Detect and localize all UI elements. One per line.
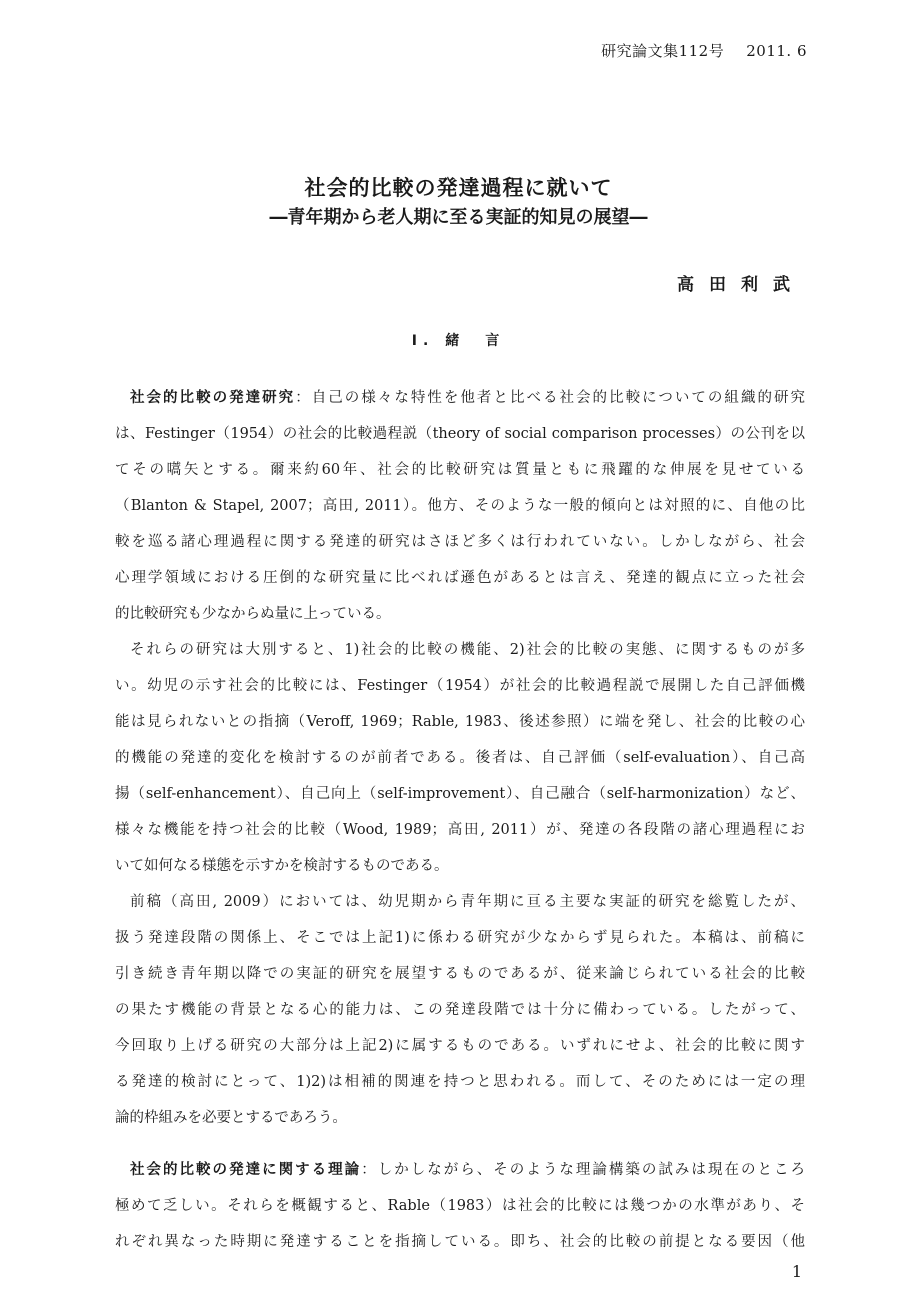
paragraph-line: 的機能の発達的変化を検討するのが前者である。後者は、自己評価（self-evaluation）、自己高: [115, 750, 805, 766]
paragraph-line: 揚（self-enhancement）、自己向上（self-improvement）、自己融合（self-harmonization）など、: [115, 786, 805, 802]
paragraph-line: 今回取り上げる研究の大部分は上記2)に属するものである。いずれにせよ、社会的比較に関す: [115, 1038, 805, 1054]
paragraph-line: いて如何なる様態を示すかを検討するものである。: [115, 858, 449, 874]
paragraph-3-line-1: 前稿（高田, 2009）においては、幼児期から青年期に亘る主要な実証的研究を総覧したが、: [130, 894, 805, 910]
issue-date: 2011. 6: [746, 42, 807, 60]
paragraph-line: てその嚆矢とする。爾来約60年、社会的比較研究は質量ともに飛躍的な伸展を見せている: [115, 462, 805, 478]
paragraph-line: 能は見られないとの指摘（Veroff, 1969；Rable, 1983、後述参照）に端を発し、社会的比較の心: [115, 714, 805, 730]
paper-title: 社会的比較の発達過程に就いて: [304, 176, 613, 200]
paragraph-line: い。幼児の示す社会的比較には、Festinger（1954）が社会的比較過程説で展開した自己評価機: [115, 678, 805, 694]
paper-subtitle: ―青年期から老人期に至る実証的知見の展望―: [269, 207, 648, 228]
paragraph-line: れぞれ異なった時期に発達することを指摘している。即ち、社会的比較の前提となる要因（他: [115, 1234, 805, 1250]
paragraph-4-line-1: 社会的比較の発達に関する理論：しかしながら、そのような理論構築の試みは現在のところ: [130, 1162, 806, 1178]
paragraph-line: は、Festinger（1954）の社会的比較過程説（theory of social comparison processes）の公刊を以: [115, 426, 805, 442]
paragraph-line: 様々な機能を持つ社会的比較（Wood, 1989；高田, 2011）が、発達の各段階の諸心理過程にお: [115, 822, 805, 838]
paragraph-line: 較を巡る諸心理過程に関する発達的研究はさほど多くは行われていない。しかしながら、社会: [115, 534, 805, 550]
paragraph-1-line-1: 社会的比較の発達研究：自己の様々な特性を他者と比べる社会的比較についての組織的研究: [130, 390, 805, 406]
section-heading: Ⅰ. 緒 言: [411, 333, 506, 349]
paragraph-line: る発達的検討にとって、1)2)は相補的関連を持つと思われる。而して、そのためには一定の理: [115, 1074, 805, 1090]
paragraph-2-line-1: それらの研究は大別すると、1)社会的比較の機能、2)社会的比較の実態、に関するものが多: [130, 642, 805, 658]
paragraph-line: 扱う発達段階の関係上、そこでは上記1)に係わる研究が少なからず見られた。本稿は、前稿に: [115, 930, 805, 946]
paragraph-line: 引き続き青年期以降での実証的研究を展望するものであるが、従来論じられている社会的比較: [115, 966, 805, 982]
paragraph-lead: 社会的比較の発達研究: [130, 390, 296, 406]
paragraph-line: 極めて乏しい。それらを概観すると、Rable（1983）は社会的比較には幾つかの水準があり、そ: [115, 1198, 805, 1214]
paragraph-line: （Blanton & Stapel, 2007；高田, 2011）。他方、そのような一般的傾向とは対照的に、自他の比: [115, 498, 805, 514]
journal-name: 研究論文集112号: [601, 42, 725, 60]
page-number: 1: [791, 1262, 802, 1281]
journal-header: [601, 40, 807, 61]
paragraph-line: の果たす機能の背景となる心的能力は、この発達段階では十分に備わっている。したがって、: [115, 1002, 805, 1018]
paragraph-line: 論的枠組みを必要とするであろう。: [115, 1110, 347, 1126]
author-name: 高田利武: [677, 275, 805, 295]
paragraph-lead: 社会的比較の発達に関する理論: [130, 1162, 362, 1178]
paragraph-line: 心理学領域における圧倒的な研究量に比べれば遜色があるとは言え、発達的観点に立った社会: [115, 570, 805, 586]
paragraph-line: 的比較研究も少なからぬ量に上っている。: [115, 606, 391, 622]
